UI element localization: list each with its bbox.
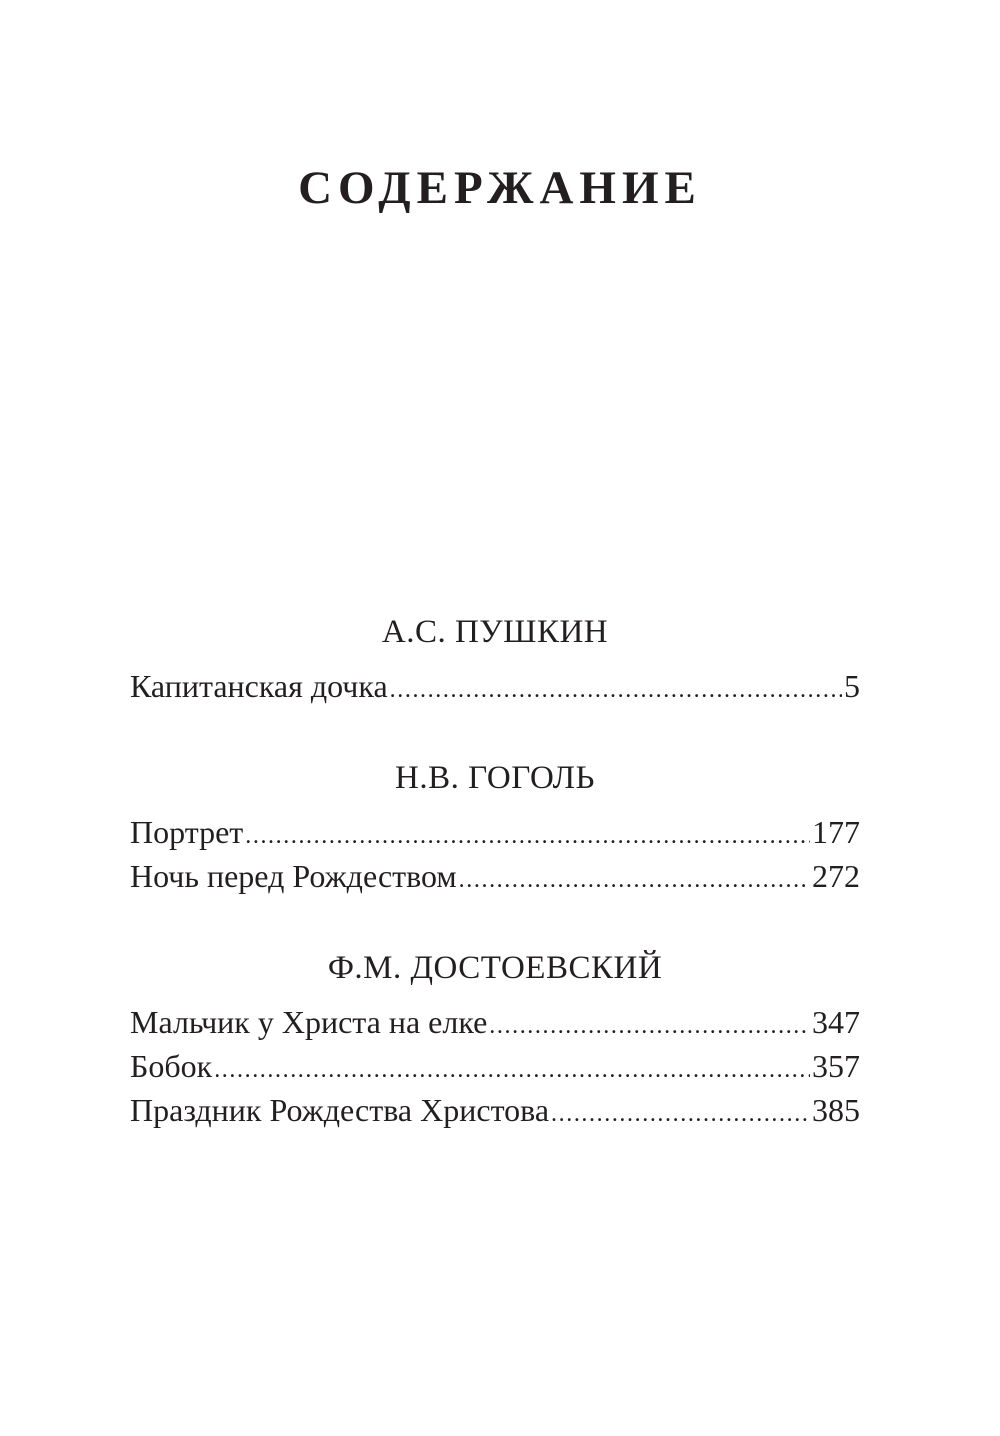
entry-list bbox=[130, 1002, 860, 1134]
dot-leader bbox=[489, 1006, 810, 1046]
entry-list bbox=[130, 666, 860, 710]
entry-title: Капитанская дочка bbox=[130, 668, 388, 704]
entry-list bbox=[130, 812, 860, 900]
toc-entry[interactable] bbox=[130, 1002, 860, 1046]
entry-page-number: 357 bbox=[812, 1048, 860, 1084]
table-of-contents bbox=[130, 608, 860, 1178]
toc-entry[interactable] bbox=[130, 856, 860, 900]
dot-leader bbox=[390, 670, 842, 710]
dot-leader bbox=[459, 860, 810, 900]
entry-title: Портрет bbox=[130, 814, 244, 850]
entry-page-number: 177 bbox=[812, 814, 860, 850]
entry-title: Ночь перед Рождеством bbox=[130, 858, 457, 894]
toc-section-pushkin bbox=[130, 608, 860, 710]
section-author: Н.В. ГОГОЛЬ bbox=[395, 760, 595, 796]
entry-page-number: 347 bbox=[812, 1004, 860, 1040]
entry-title: Бобок bbox=[130, 1048, 213, 1084]
section-author: А.С. ПУШКИН bbox=[381, 614, 609, 650]
dot-leader bbox=[214, 1050, 810, 1090]
dot-leader bbox=[245, 816, 810, 856]
toc-entry[interactable] bbox=[130, 666, 860, 710]
section-author: Ф.М. ДОСТОЕВСКИЙ bbox=[327, 950, 663, 986]
entry-title: Мальчик у Христа на елке bbox=[130, 1004, 488, 1040]
entry-title: Праздник Рождества Христова bbox=[130, 1092, 550, 1128]
toc-entry[interactable] bbox=[130, 1046, 860, 1090]
entry-page-number: 272 bbox=[812, 858, 860, 894]
dot-leader bbox=[551, 1094, 810, 1134]
entry-page-number: 385 bbox=[812, 1092, 860, 1128]
toc-entry[interactable] bbox=[130, 812, 860, 856]
entry-page-number: 5 bbox=[844, 668, 860, 704]
toc-entry[interactable] bbox=[130, 1090, 860, 1134]
toc-section-dostoevsky bbox=[130, 944, 860, 1134]
page-title: СОДЕРЖАНИЕ bbox=[298, 162, 702, 214]
toc-section-gogol bbox=[130, 754, 860, 900]
